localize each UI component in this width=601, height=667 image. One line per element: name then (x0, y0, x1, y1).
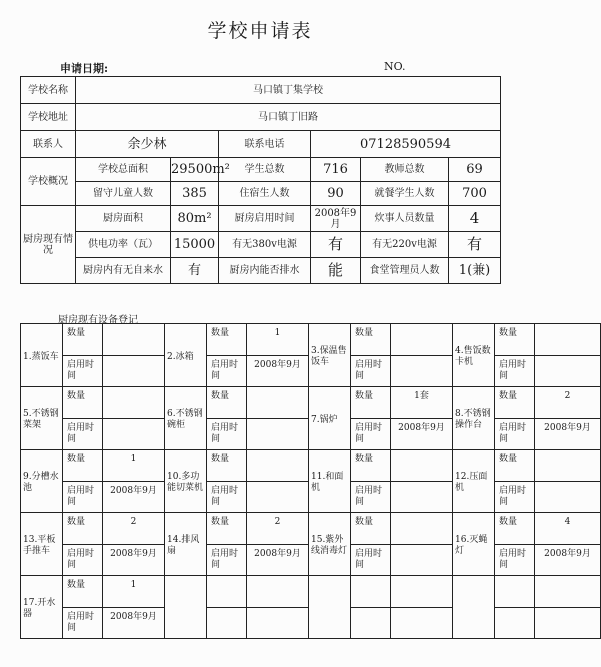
quantity-value (535, 450, 601, 482)
start-date-value: 2008年9月 (391, 419, 453, 450)
quantity-label: 数量 (63, 450, 103, 482)
boarders-value: 90 (311, 182, 361, 206)
teachers-value: 69 (449, 158, 501, 182)
quantity-label: 数量 (351, 387, 391, 419)
empty-cell (391, 576, 453, 608)
quantity-value (391, 513, 453, 545)
phone-value: 07128590594 (311, 131, 501, 158)
quantity-value (247, 387, 309, 419)
empty-cell (247, 608, 309, 639)
quantity-label: 数量 (63, 513, 103, 545)
start-date-label: 启用时间 (63, 419, 103, 450)
quantity-label: 数量 (495, 513, 535, 545)
quantity-value: 1套 (391, 387, 453, 419)
power-value: 15000 (171, 232, 219, 258)
empty-cell (165, 576, 207, 639)
overview-label: 学校概况 (21, 158, 76, 206)
start-date-value (535, 482, 601, 513)
empty-cell (495, 576, 535, 608)
start-date-label: 启用时间 (495, 482, 535, 513)
quantity-value: 4 (535, 513, 601, 545)
power-label: 供电功率（瓦） (76, 232, 171, 258)
school-name-label: 学校名称 (21, 77, 76, 104)
equipment-name: 10.多功能切菜机 (165, 450, 207, 513)
students-value: 716 (311, 158, 361, 182)
equipment-name: 7.锅炉 (309, 387, 351, 450)
start-date-value: 2008年9月 (103, 608, 165, 639)
equipment-name: 4.售饭数卡机 (453, 324, 495, 387)
empty-cell (535, 576, 601, 608)
empty-cell (453, 576, 495, 639)
start-date-label: 启用时间 (207, 356, 247, 387)
start-date-value: 2008年9月 (103, 545, 165, 576)
quantity-value (103, 324, 165, 356)
quantity-value: 2 (247, 513, 309, 545)
empty-cell (351, 576, 391, 608)
quantity-label: 数量 (495, 450, 535, 482)
start-date-label: 启用时间 (495, 356, 535, 387)
kitchen-area-value: 80m² (171, 206, 219, 232)
quantity-value: 1 (247, 324, 309, 356)
school-address-label: 学校地址 (21, 104, 76, 131)
start-date-value (391, 356, 453, 387)
v380-value: 有 (311, 232, 361, 258)
empty-cell (351, 608, 391, 639)
start-date-value (103, 356, 165, 387)
total-area-value: 29500m² (171, 158, 219, 182)
start-date-label: 启用时间 (63, 545, 103, 576)
school-info-table (20, 76, 501, 284)
start-date-label: 启用时间 (63, 356, 103, 387)
teachers-label: 教师总数 (361, 158, 449, 182)
total-area-label: 学校总面积 (76, 158, 171, 182)
form-number-label: NO. (384, 60, 406, 73)
start-date-label: 启用时间 (495, 545, 535, 576)
start-date-value (535, 356, 601, 387)
v380-label: 有无380v电源 (219, 232, 311, 258)
quantity-label: 数量 (351, 450, 391, 482)
contact-label: 联系人 (21, 131, 76, 158)
equipment-section-label: 厨房现有设备登记 (58, 315, 138, 326)
phone-label: 联系电话 (219, 131, 311, 158)
equipment-name: 15.紫外线消毒灯 (309, 513, 351, 576)
quantity-value (391, 324, 453, 356)
empty-cell (247, 576, 309, 608)
empty-cell (207, 576, 247, 608)
start-date-label: 启用时间 (351, 419, 391, 450)
kitchen-label: 厨房现有情况 (21, 206, 76, 284)
start-date-label: 启用时间 (207, 482, 247, 513)
managers-label: 食堂管理员人数 (361, 258, 449, 284)
kitchen-start-label: 厨房启用时间 (219, 206, 311, 232)
equipment-name: 17.开水器 (21, 576, 63, 639)
quantity-label: 数量 (207, 513, 247, 545)
equipment-name: 6.不锈钢碗柜 (165, 387, 207, 450)
start-date-label: 启用时间 (207, 545, 247, 576)
cooks-label: 炊事人员数量 (361, 206, 449, 232)
v220-value: 有 (449, 232, 501, 258)
equipment-name: 1.蒸饭车 (21, 324, 63, 387)
start-date-label: 启用时间 (351, 482, 391, 513)
quantity-value (103, 387, 165, 419)
start-date-value (391, 482, 453, 513)
start-date-value (247, 482, 309, 513)
empty-cell (495, 608, 535, 639)
quantity-label: 数量 (63, 387, 103, 419)
empty-cell (207, 608, 247, 639)
quantity-label: 数量 (63, 576, 103, 608)
equipment-name: 16.灭蝇灯 (453, 513, 495, 576)
start-date-value: 2008年9月 (535, 419, 601, 450)
start-date-label: 启用时间 (351, 356, 391, 387)
contact-value: 余少林 (76, 131, 219, 158)
quantity-label: 数量 (207, 387, 247, 419)
quantity-label: 数量 (63, 324, 103, 356)
diners-value: 700 (449, 182, 501, 206)
empty-cell (391, 608, 453, 639)
quantity-label: 数量 (351, 513, 391, 545)
equipment-name: 3.保温售饭车 (309, 324, 351, 387)
quantity-label: 数量 (207, 324, 247, 356)
equipment-name: 12.压面机 (453, 450, 495, 513)
school-address-value: 马口镇丁旧路 (76, 104, 501, 131)
start-date-value: 2008年9月 (103, 482, 165, 513)
cooks-value: 4 (449, 206, 501, 232)
water-label: 厨房内有无自来水 (76, 258, 171, 284)
drain-label: 厨房内能否排水 (219, 258, 311, 284)
boarders-label: 住宿生人数 (219, 182, 311, 206)
quantity-value (535, 324, 601, 356)
quantity-label: 数量 (351, 324, 391, 356)
start-date-label: 启用时间 (63, 608, 103, 639)
start-date-label: 启用时间 (495, 419, 535, 450)
students-label: 学生总数 (219, 158, 311, 182)
quantity-value (247, 450, 309, 482)
equipment-name: 14.排风扇 (165, 513, 207, 576)
quantity-label: 数量 (495, 324, 535, 356)
equipment-name: 9.分槽水池 (21, 450, 63, 513)
v220-label: 有无220v电源 (361, 232, 449, 258)
quantity-value: 1 (103, 576, 165, 608)
start-date-label: 启用时间 (63, 482, 103, 513)
equipment-name: 5.不锈钢菜架 (21, 387, 63, 450)
quantity-value (391, 450, 453, 482)
start-date-value (391, 545, 453, 576)
start-date-value (247, 419, 309, 450)
quantity-value: 2 (103, 513, 165, 545)
managers-value: 1(兼) (449, 258, 501, 284)
left-behind-label: 留守儿童人数 (76, 182, 171, 206)
quantity-value: 2 (535, 387, 601, 419)
equipment-name: 2.冰箱 (165, 324, 207, 387)
start-date-label: 启用时间 (351, 545, 391, 576)
start-date-value: 2008年9月 (247, 545, 309, 576)
equipment-name: 11.和面机 (309, 450, 351, 513)
diners-label: 就餐学生人数 (361, 182, 449, 206)
start-date-value: 2008年9月 (247, 356, 309, 387)
empty-cell (535, 608, 601, 639)
quantity-value: 1 (103, 450, 165, 482)
start-date-label: 启用时间 (207, 419, 247, 450)
water-value: 有 (171, 258, 219, 284)
quantity-label: 数量 (495, 387, 535, 419)
school-name-value: 马口镇丁集学校 (76, 77, 501, 104)
drain-value: 能 (311, 258, 361, 284)
start-date-value: 2008年9月 (535, 545, 601, 576)
kitchen-area-label: 厨房面积 (76, 206, 171, 232)
kitchen-start-value: 2008年9月 (311, 206, 361, 232)
empty-cell (309, 576, 351, 639)
form-title: 学校申请表 (207, 20, 313, 42)
equipment-table (20, 323, 601, 639)
equipment-name: 13.平板手推车 (21, 513, 63, 576)
start-date-value (103, 419, 165, 450)
equipment-name: 8.不锈钢操作台 (453, 387, 495, 450)
quantity-label: 数量 (207, 450, 247, 482)
apply-date-label: 申请日期: (60, 62, 109, 75)
left-behind-value: 385 (171, 182, 219, 206)
